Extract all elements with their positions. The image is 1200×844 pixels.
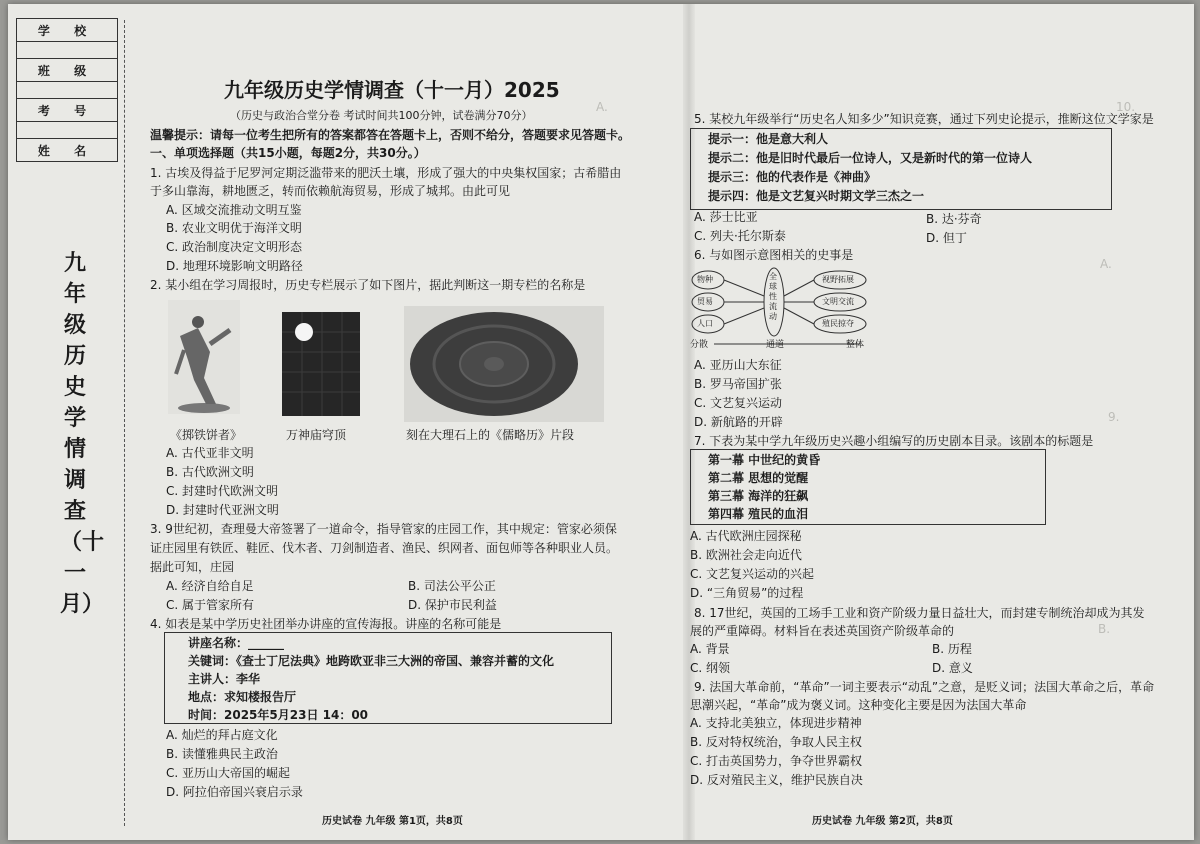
q8-stem-1: 8. 17世纪，英国的工场手工业和资产阶级力量日益壮大，而封建专制统治却成为其发 bbox=[694, 606, 1145, 620]
discobolus-statue-image bbox=[168, 300, 240, 414]
q3-option-a[interactable]: A. 经济自给自足 bbox=[166, 579, 254, 593]
poster-line-2: 关键词：《查士丁尼法典》地跨欧亚非三大洲的帝国、兼容并蓄的文化 bbox=[188, 654, 555, 668]
q5-option-b[interactable]: B. 达·芬奇 bbox=[926, 212, 982, 226]
class-label: 班 级 bbox=[17, 59, 118, 82]
seal-line bbox=[124, 20, 125, 826]
act-3: 第三幕 海洋的狂飙 bbox=[708, 489, 809, 503]
hint-1: 提示一：他是意大利人 bbox=[708, 132, 829, 146]
node-colonial: 殖民掠夺 bbox=[822, 319, 854, 328]
section-heading: 一、单项选择题（共15小题，每题2分，共30分。） bbox=[150, 146, 426, 160]
poster-line-4: 地点：求知楼报告厅 bbox=[188, 690, 297, 704]
q7-option-b[interactable]: B. 欧洲社会走向近代 bbox=[690, 548, 802, 562]
exam-paper: A. 10. A. 9. B. bbox=[8, 4, 1194, 840]
q6-stem: 6. 与如图示意图相关的史事是 bbox=[694, 248, 854, 262]
q3-option-d[interactable]: D. 保护市民利益 bbox=[408, 598, 497, 612]
julian-calendar-stone-image bbox=[404, 306, 604, 422]
act-4: 第四幕 殖民的血泪 bbox=[708, 507, 809, 521]
q5-option-a[interactable]: A. 莎士比亚 bbox=[694, 210, 758, 224]
footer-page-2: 历史试卷 九年级 第2页，共8页 bbox=[812, 816, 953, 827]
footer-page-1: 历史试卷 九年级 第1页，共8页 bbox=[322, 816, 463, 827]
q5-stem: 5. 某校九年级举行“历史名人知多少”知识竞赛，通过下列史论提示，推断这位文学家是 bbox=[694, 112, 1154, 126]
q3-stem-1: 3. 9世纪初，查理曼大帝签署了一道命令，指导管家的庄园工作，其中规定：管家必须保 bbox=[150, 522, 617, 536]
q4-option-c[interactable]: C. 亚历山大帝国的崛起 bbox=[166, 766, 291, 780]
q1-option-b[interactable]: B. 农业文明优于海洋文明 bbox=[166, 221, 302, 235]
hint-3: 提示三：他的代表作是《神曲》 bbox=[708, 170, 877, 184]
q7-stem: 7. 下表为某中学九年级历史兴趣小组编写的历史剧本目录。该剧本的标题是 bbox=[694, 434, 1094, 448]
vertical-title: 九年级历史学情调查（十一月） bbox=[60, 251, 105, 617]
caption-discobolus: 《掷铁饼者》 bbox=[170, 428, 243, 442]
hint-2: 提示二：他是旧时代最后一位诗人，又是新时代的第一位诗人 bbox=[708, 151, 1033, 165]
q4-option-d[interactable]: D. 阿拉伯帝国兴衰启示录 bbox=[166, 785, 303, 799]
notice: 温馨提示：请每一位考生把所有的答案都答在答题卡上，否则不给分，答题要求见答题卡。 bbox=[150, 128, 631, 142]
q6-option-d[interactable]: D. 新航路的开辟 bbox=[694, 415, 783, 429]
q8-option-d[interactable]: D. 意义 bbox=[932, 661, 973, 675]
q3-option-c[interactable]: C. 属于管家所有 bbox=[166, 598, 255, 612]
q5-option-c[interactable]: C. 列夫·托尔斯泰 bbox=[694, 229, 786, 243]
q6-option-a[interactable]: A. 亚历山大东征 bbox=[694, 358, 782, 372]
q8-option-c[interactable]: C. 纲领 bbox=[690, 661, 731, 675]
q7-option-a[interactable]: A. 古代欧洲庄园探秘 bbox=[690, 529, 802, 543]
caption-calendar: 刻在大理石上的《儒略历》片段 bbox=[406, 428, 575, 442]
q3-option-b[interactable]: B. 司法公平公正 bbox=[408, 579, 496, 593]
q6-option-c[interactable]: C. 文艺复兴运动 bbox=[694, 396, 783, 410]
poster-line-5: 时间：2025年5月23日 14：00 bbox=[188, 708, 369, 722]
q2-option-a[interactable]: A. 古代亚非文明 bbox=[166, 446, 254, 460]
student-info-table bbox=[16, 18, 118, 162]
node-global-flow: 全球性流动 bbox=[769, 272, 777, 321]
q1-option-d[interactable]: D. 地理环境影响文明路径 bbox=[166, 259, 303, 273]
node-vision: 视野拓展 bbox=[822, 275, 854, 284]
q4-option-a[interactable]: A. 灿烂的拜占庭文化 bbox=[166, 728, 278, 742]
q4-option-b[interactable]: B. 读懂雅典民主政治 bbox=[166, 747, 278, 761]
poster-line-3: 主讲人：李华 bbox=[188, 672, 261, 686]
node-population: 人口 bbox=[697, 319, 713, 328]
pantheon-dome-image bbox=[282, 312, 360, 416]
act-1: 第一幕 中世纪的黄昏 bbox=[708, 453, 821, 467]
q2-stem: 2. 某小组在学习周报时，历史专栏展示了如下图片，据此判断这一期专栏的名称是 bbox=[150, 278, 586, 292]
q8-option-b[interactable]: B. 历程 bbox=[932, 642, 972, 656]
q2-option-b[interactable]: B. 古代欧洲文明 bbox=[166, 465, 254, 479]
poster-line-1: 讲座名称：______ bbox=[188, 636, 285, 650]
label-scattered: 分散 bbox=[690, 340, 709, 350]
hint-4: 提示四：他是文艺复兴时期文学三杰之一 bbox=[708, 189, 925, 203]
q9-option-d[interactable]: D. 反对殖民主义，维护民族自决 bbox=[690, 773, 863, 787]
q8-option-a[interactable]: A. 背景 bbox=[690, 642, 730, 656]
q6-option-b[interactable]: B. 罗马帝国扩张 bbox=[694, 377, 782, 391]
label-channel: 通道 bbox=[766, 340, 785, 350]
q1-option-a[interactable]: A. 区域交流推动文明互鉴 bbox=[166, 203, 302, 217]
q3-stem-3: 据此可知，庄园 bbox=[150, 560, 235, 574]
q5-option-d[interactable]: D. 但丁 bbox=[926, 231, 967, 245]
school-label: 学 校 bbox=[17, 19, 118, 42]
node-trade: 贸易 bbox=[697, 297, 713, 306]
q4-stem: 4. 如表是某中学历史社团举办讲座的宣传海报。讲座的名称可能是 bbox=[150, 617, 502, 631]
exam-subtitle: （历史与政治合堂分卷 考试时间共100分钟，试卷满分70分） bbox=[230, 109, 533, 122]
q9-option-c[interactable]: C. 打击英国势力，争夺世界霸权 bbox=[690, 754, 863, 768]
q9-stem-2: 思潮兴起，“革命”成为褒义词。这种变化主要是因为法国大革命 bbox=[690, 698, 1027, 712]
q9-option-a[interactable]: A. 支持北美独立，体现进步精神 bbox=[690, 716, 862, 730]
q1-stem-1: 1. 古埃及得益于尼罗河定期泛滥带来的肥沃土壤，形成了强大的中央集权国家；古希腊由 bbox=[150, 166, 622, 180]
label-whole: 整体 bbox=[846, 340, 865, 350]
q9-stem-1: 9. 法国大革命前，“革命”一词主要表示“动乱”之意，是贬义词；法国大革命之后，革命 bbox=[694, 680, 1155, 694]
node-civilization: 文明交流 bbox=[822, 297, 854, 306]
page-title: 九年级历史学情调查（十一月）2025 bbox=[224, 78, 560, 102]
q1-option-c[interactable]: C. 政治制度决定文明形态 bbox=[166, 240, 303, 254]
q9-option-b[interactable]: B. 反对特权统治，争取人民主权 bbox=[690, 735, 862, 749]
q1-stem-2: 于多山靠海，耕地匮乏，转而依赖航海贸易，形成了城邦。由此可见 bbox=[150, 184, 511, 198]
exam-number-label: 考 号 bbox=[17, 99, 118, 122]
q8-stem-2: 展的严重障碍。材料旨在表述英国资产阶级革命的 bbox=[690, 624, 955, 638]
q3-stem-2: 证庄园里有铁匠、鞋匠、伐木者、刀剑制造者、渔民、织网者、面包师等各种职业人员。 bbox=[150, 541, 619, 555]
q2-option-c[interactable]: C. 封建时代欧洲文明 bbox=[166, 484, 279, 498]
node-species: 物种 bbox=[697, 275, 713, 284]
q2-option-d[interactable]: D. 封建时代亚洲文明 bbox=[166, 503, 279, 517]
act-2: 第二幕 思想的觉醒 bbox=[708, 471, 809, 485]
q7-option-c[interactable]: C. 文艺复兴运动的兴起 bbox=[690, 567, 815, 581]
caption-pantheon: 万神庙穹顶 bbox=[286, 428, 347, 442]
q7-option-d[interactable]: D. “三角贸易”的过程 bbox=[690, 586, 804, 600]
name-label: 姓 名 bbox=[17, 139, 118, 162]
